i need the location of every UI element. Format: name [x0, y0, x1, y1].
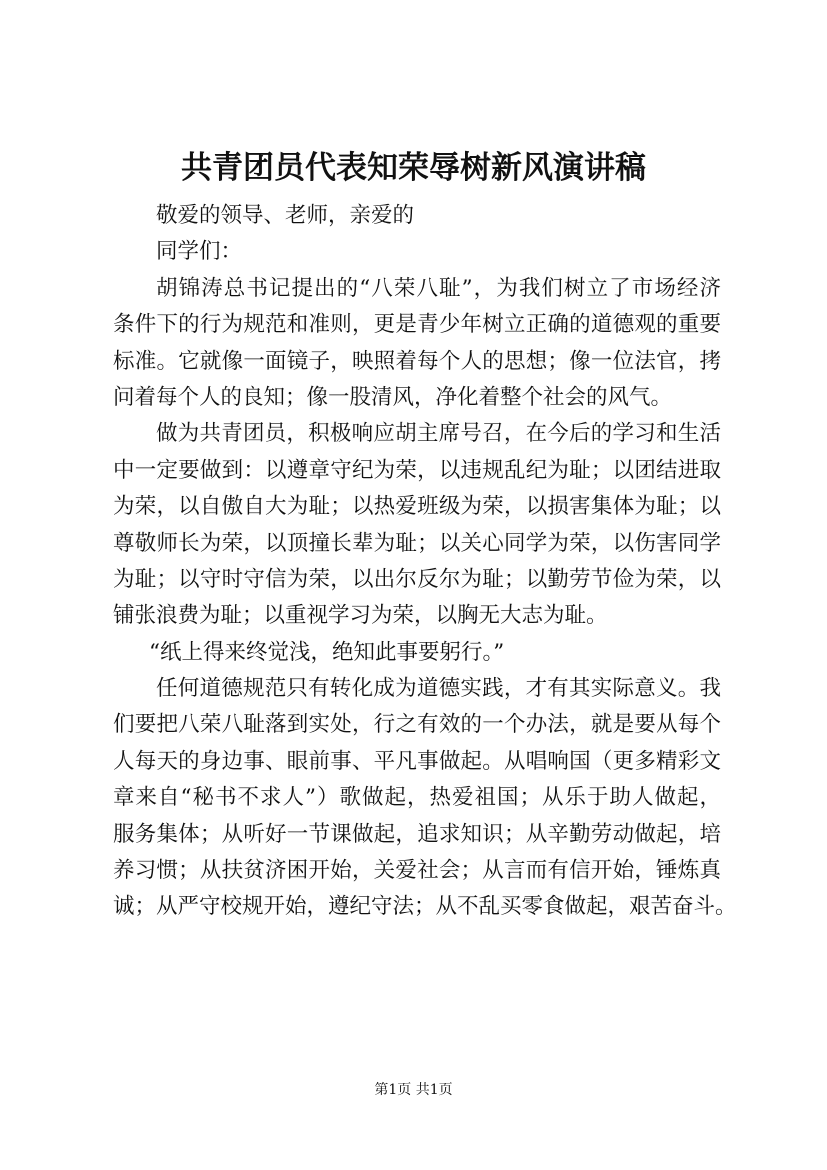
document-title: 共青团员代表知荣辱树新风演讲稿: [181, 150, 646, 186]
paragraph-line: 养习惯；从扶贫济困开始，关爱社会；从言而有信开始，锤炼真: [113, 858, 721, 884]
greeting-line: 同学们：: [156, 239, 243, 265]
paragraph-line: 问着每个人的良知；像一股清风，净化着整个社会的风气。: [113, 384, 673, 410]
paragraph-line: 章来自“秘书不求人”）歌做起，热爱祖国；从乐于助人做起，: [113, 785, 721, 811]
greeting-line: 敬爱的领导、老师，亲爱的: [156, 203, 415, 228]
paragraph-line: 标准。它就像一面镜子，映照着每个人的思想；像一位法官，拷: [113, 348, 721, 374]
paragraph-line: 们要把八荣八耻落到实处，行之有效的一个办法，就是要从每个: [113, 712, 721, 738]
paragraph-line: 人每天的身边事、眼前事、平凡事做起。从唱响国（更多精彩文: [113, 748, 721, 774]
paragraph-line: 为耻；以守时守信为荣，以出尔反尔为耻；以勤劳节俭为荣，以: [113, 566, 721, 592]
paragraph-line: 胡锦涛总书记提出的“八荣八耻”，为我们树立了市场经济: [156, 275, 721, 301]
paragraph-line: 铺张浪费为耻；以重视学习为荣，以胸无大志为耻。: [113, 603, 608, 629]
paragraph-line: 任何道德规范只有转化成为道德实践，才有其实际意义。我: [156, 676, 721, 702]
paragraph-line: 为荣，以自傲自大为耻；以热爱班级为荣，以损害集体为耻；以: [113, 494, 721, 520]
paragraph-line: 服务集体；从听好一节课做起，追求知识；从辛勤劳动做起，培: [113, 821, 721, 847]
document-body: [113, 198, 737, 926]
paragraph-line: 尊敬师长为荣，以顶撞长辈为耻；以关心同学为荣，以伤害同学: [113, 530, 721, 556]
paragraph-line: 条件下的行为规范和准则，更是青少年树立正确的道德观的重要: [113, 312, 721, 338]
paragraph-line: 诚；从严守校规开始，遵纪守法；从不乱买零食做起，艰苦奋斗。: [113, 894, 737, 920]
paragraph-line: 中一定要做到：以遵章守纪为荣，以违规乱纪为耻；以团结进取: [113, 457, 721, 483]
paragraph-line: 做为共青团员，积极响应胡主席号召，在今后的学习和生活: [156, 421, 721, 447]
quote-line: “纸上得来终觉浅，绝知此事要躬行。”: [149, 639, 505, 665]
page-footer: 第1页 共1页: [374, 1082, 453, 1098]
